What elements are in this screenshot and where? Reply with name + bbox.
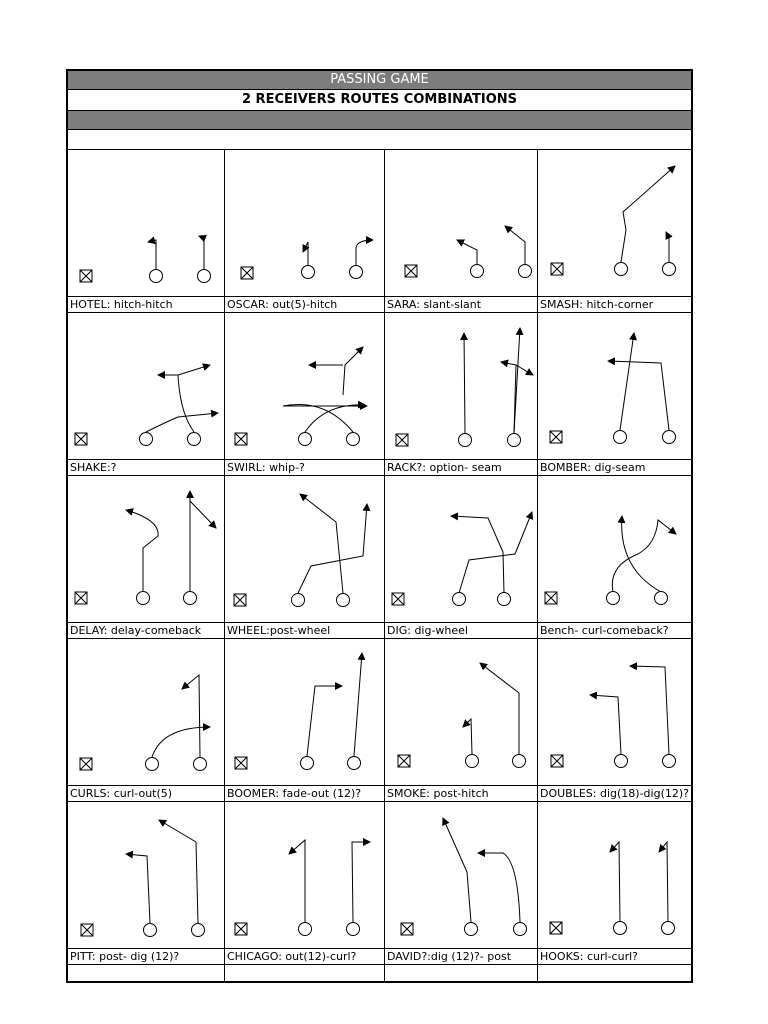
quarterback-icon: [550, 922, 562, 934]
route-line: [478, 853, 520, 922]
route-line: [300, 494, 343, 593]
route-line: [610, 842, 620, 921]
route-line: [159, 820, 198, 923]
route-line: [480, 663, 519, 754]
route-line: [298, 504, 367, 593]
receiver-icon: [498, 593, 511, 606]
playbook-sheet: [66, 69, 693, 983]
receiver-icon: [663, 431, 676, 444]
caption-divider: [68, 948, 224, 949]
receiver-icon: [144, 924, 157, 937]
receiver-icon: [347, 923, 360, 936]
footer-blank-row: [68, 961, 691, 981]
route-line: [516, 365, 533, 375]
route-line: [451, 516, 504, 593]
play-caption: RACK?: option- seam: [387, 461, 502, 474]
blank-row: [68, 130, 691, 150]
route-line: [182, 675, 200, 757]
route-line: [501, 362, 516, 433]
route-line: [621, 166, 675, 262]
quarterback-icon: [235, 757, 247, 769]
play-cell: [225, 476, 385, 639]
receiver-icon: [663, 263, 676, 276]
caption-divider: [385, 948, 537, 949]
play-caption: DELAY: delay-comeback: [70, 624, 202, 637]
route-diagram: [225, 639, 385, 786]
play-caption: CURLS: curl-out(5): [70, 787, 173, 800]
quarterback-icon: [545, 592, 557, 604]
play-caption: BOMBER: dig-seam: [540, 461, 646, 474]
play-caption: SHAKE:?: [70, 461, 117, 474]
quarterback-icon: [80, 270, 92, 282]
play-cell: [538, 802, 691, 965]
route-line: [126, 854, 150, 923]
route-line: [354, 653, 362, 756]
quarterback-icon: [80, 758, 92, 770]
route-line: [666, 232, 669, 262]
quarterback-icon: [235, 433, 247, 445]
play-cell: [225, 639, 385, 802]
receiver-icon: [299, 433, 312, 446]
route-line: [622, 516, 661, 592]
receiver-icon: [184, 592, 197, 605]
receiver-icon: [459, 434, 472, 447]
route-line: [152, 727, 210, 757]
quarterback-icon: [75, 433, 87, 445]
route-line: [343, 347, 363, 395]
play-cell: [68, 313, 225, 476]
quarterback-icon: [234, 594, 246, 606]
route-diagram: [68, 639, 225, 786]
route-line: [443, 818, 471, 922]
caption-divider: [68, 785, 224, 786]
play-cell: [538, 313, 691, 476]
header-divider-band: [68, 111, 691, 130]
play-cell: [68, 802, 225, 965]
play-cell: [385, 639, 538, 802]
play-caption: DOUBLES: dig(18)-dig(12)?: [540, 787, 689, 800]
route-diagram: [225, 802, 385, 949]
receiver-icon: [350, 266, 363, 279]
receiver-icon: [614, 431, 627, 444]
play-caption: WHEEL:post-wheel: [227, 624, 331, 637]
receiver-icon: [471, 265, 484, 278]
route-line: [659, 842, 668, 921]
page-title: PASSING GAME: [68, 71, 691, 90]
quarterback-icon: [235, 923, 247, 935]
route-line: [459, 512, 532, 593]
quarterback-icon: [551, 263, 563, 275]
caption-divider: [68, 622, 224, 623]
caption-divider: [538, 296, 691, 297]
play-caption: CHICAGO: out(12)-curl?: [227, 950, 357, 963]
play-cell: [385, 476, 538, 639]
receiver-icon: [146, 758, 159, 771]
route-diagram: [68, 150, 225, 297]
route-diagram: [385, 802, 538, 949]
receiver-icon: [140, 433, 153, 446]
caption-divider: [385, 296, 537, 297]
receiver-icon: [514, 923, 527, 936]
receiver-icon: [614, 922, 627, 935]
caption-divider: [68, 296, 224, 297]
caption-divider: [385, 459, 537, 460]
play-cell: [68, 639, 225, 802]
quarterback-icon: [398, 755, 410, 767]
play-caption: OSCAR: out(5)-hitch: [227, 298, 338, 311]
play-caption: Bench- curl-comeback?: [540, 624, 669, 637]
caption-divider: [538, 622, 691, 623]
quarterback-icon: [241, 267, 253, 279]
caption-divider: [538, 785, 691, 786]
route-diagram: [225, 476, 385, 623]
route-diagram: [68, 476, 225, 623]
route-diagram: [538, 150, 691, 297]
route-diagram: [225, 150, 385, 297]
quarterback-icon: [401, 923, 413, 935]
route-line: [289, 840, 305, 922]
caption-divider: [225, 459, 384, 460]
route-diagram: [385, 639, 538, 786]
play-cell: [225, 313, 385, 476]
route-line: [463, 719, 472, 754]
quarterback-icon: [81, 924, 93, 936]
route-line: [126, 510, 158, 591]
route-diagram: [538, 639, 691, 786]
quarterback-icon: [75, 592, 87, 604]
quarterback-icon: [550, 431, 562, 443]
receiver-icon: [519, 265, 532, 278]
play-caption: HOOKS: curl-curl?: [540, 950, 638, 963]
route-diagram: [538, 802, 691, 949]
play-caption: PITT: post- dig (12)?: [70, 950, 180, 963]
receiver-icon: [513, 755, 526, 768]
route-line: [464, 333, 465, 433]
receiver-icon: [301, 757, 314, 770]
receiver-icon: [188, 433, 201, 446]
caption-divider: [385, 622, 537, 623]
caption-divider: [225, 296, 384, 297]
footer-cell: [225, 961, 385, 981]
play-cell: [225, 150, 385, 313]
footer-cell: [385, 961, 538, 981]
play-caption: DAVID?:dig (12)?- post: [387, 950, 512, 963]
play-cell: [538, 150, 691, 313]
receiver-icon: [508, 434, 521, 447]
route-line: [630, 666, 669, 754]
caption-divider: [538, 948, 691, 949]
caption-divider: [538, 459, 691, 460]
receiver-icon: [663, 755, 676, 768]
play-caption: SMASH: hitch-corner: [540, 298, 654, 311]
receiver-icon: [137, 592, 150, 605]
receiver-icon: [337, 594, 350, 607]
route-diagram: [538, 476, 691, 623]
caption-divider: [385, 785, 537, 786]
route-diagram: [68, 802, 225, 949]
route-line: [620, 333, 634, 430]
receiver-icon: [615, 755, 628, 768]
footer-cell: [538, 961, 691, 981]
route-diagram: [385, 476, 538, 623]
receiver-icon: [615, 263, 628, 276]
receiver-icon: [347, 433, 360, 446]
receiver-icon: [466, 755, 479, 768]
route-diagram: [385, 313, 538, 460]
page-subtitle: 2 RECEIVERS ROUTES COMBINATIONS: [68, 90, 691, 111]
receiver-icon: [453, 593, 466, 606]
play-caption: SWIRL: whip-?: [227, 461, 305, 474]
footer-cell: [68, 961, 225, 981]
route-line: [352, 842, 370, 922]
route-line: [307, 686, 342, 756]
play-cell: [68, 150, 225, 313]
play-caption: SARA: slant-slant: [387, 298, 482, 311]
play-cell: [538, 639, 691, 802]
route-line: [148, 240, 156, 269]
play-cell: [385, 150, 538, 313]
route-line: [356, 240, 373, 265]
route-line: [199, 236, 204, 269]
receiver-icon: [150, 270, 163, 283]
route-line: [303, 242, 308, 265]
caption-divider: [68, 459, 224, 460]
route-line: [505, 226, 525, 264]
receiver-icon: [465, 923, 478, 936]
play-caption: BOOMER: fade-out (12)?: [227, 787, 362, 800]
quarterback-icon: [405, 265, 417, 277]
route-line: [283, 404, 367, 432]
route-line: [305, 405, 365, 432]
route-line: [590, 695, 621, 754]
receiver-icon: [292, 594, 305, 607]
receiver-icon: [192, 924, 205, 937]
quarterback-icon: [392, 593, 404, 605]
receiver-icon: [662, 922, 675, 935]
play-caption: HOTEL: hitch-hitch: [70, 298, 173, 311]
route-diagram: [68, 313, 225, 460]
route-line: [178, 365, 210, 432]
caption-divider: [225, 948, 384, 949]
caption-divider: [225, 622, 384, 623]
route-diagram: [385, 150, 538, 297]
route-diagram: [538, 313, 691, 460]
quarterback-icon: [396, 434, 408, 446]
receiver-icon: [302, 266, 315, 279]
receiver-icon: [198, 270, 211, 283]
play-cell: [385, 313, 538, 476]
play-cell: [538, 476, 691, 639]
play-cell: [385, 802, 538, 965]
receiver-icon: [194, 758, 207, 771]
caption-divider: [225, 785, 384, 786]
route-line: [457, 240, 477, 264]
receiver-icon: [299, 923, 312, 936]
receiver-icon: [607, 592, 620, 605]
quarterback-icon: [551, 755, 563, 767]
route-diagram: [225, 313, 385, 460]
play-cell: [225, 802, 385, 965]
play-caption: SMOKE: post-hitch: [387, 787, 489, 800]
route-line: [190, 501, 216, 528]
play-cell: [68, 476, 225, 639]
receiver-icon: [348, 757, 361, 770]
route-line: [146, 413, 218, 432]
play-caption: DIG: dig-wheel: [387, 624, 468, 637]
route-line: [608, 361, 669, 430]
receiver-icon: [655, 592, 668, 605]
